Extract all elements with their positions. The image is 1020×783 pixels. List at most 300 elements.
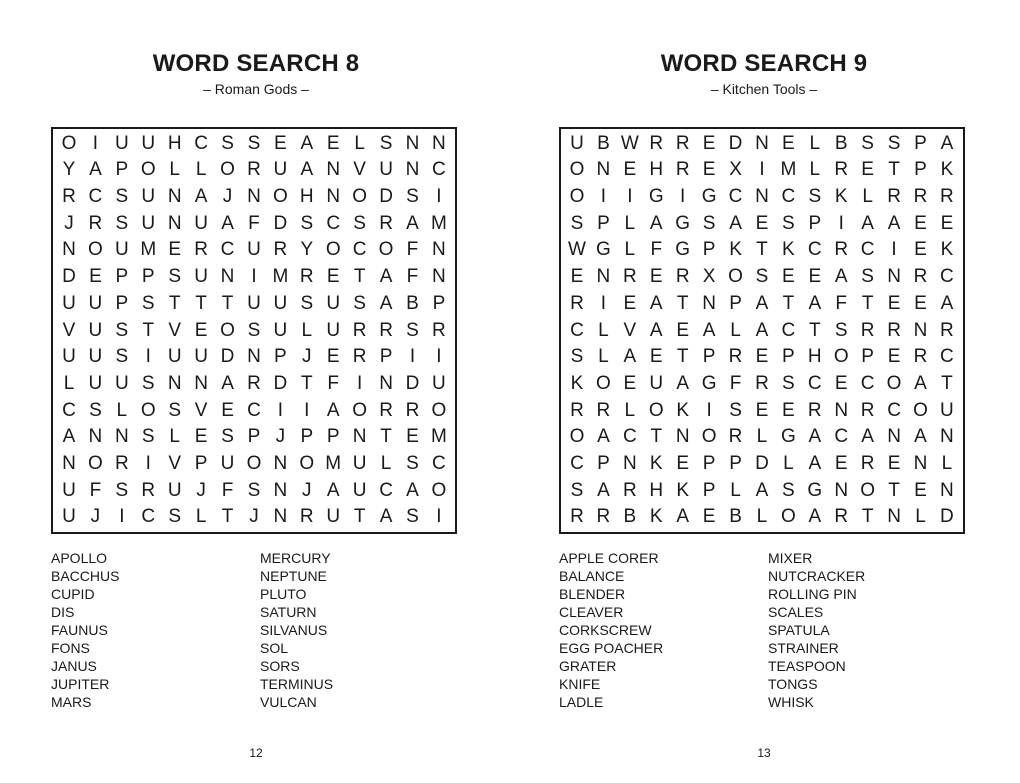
grid-letter[interactable]: S: [141, 292, 155, 314]
grid-letter[interactable]: R: [379, 319, 393, 341]
grid-letter[interactable]: T: [300, 372, 313, 394]
grid-letter[interactable]: U: [326, 292, 341, 314]
grid-letter[interactable]: N: [326, 186, 341, 208]
grid-letter[interactable]: S: [115, 212, 129, 234]
grid-letter[interactable]: P: [597, 452, 610, 474]
grid-letter[interactable]: V: [62, 319, 76, 341]
grid-letter[interactable]: S: [379, 132, 393, 154]
grid-letter[interactable]: I: [436, 506, 442, 528]
grid-letter[interactable]: R: [755, 372, 769, 394]
grid-letter[interactable]: U: [114, 372, 129, 394]
grid-letter[interactable]: L: [301, 319, 313, 341]
grid-letter[interactable]: A: [676, 372, 690, 394]
grid-letter[interactable]: C: [807, 372, 822, 394]
grid-letter[interactable]: V: [168, 319, 182, 341]
grid-letter[interactable]: U: [194, 266, 208, 288]
grid-letter[interactable]: A: [89, 159, 102, 181]
grid-letter[interactable]: B: [597, 132, 610, 154]
grid-letter[interactable]: N: [88, 426, 103, 448]
grid-letter[interactable]: C: [622, 426, 637, 448]
grid-letter[interactable]: E: [623, 292, 637, 314]
grid-letter[interactable]: I: [706, 399, 712, 421]
grid-letter[interactable]: L: [730, 319, 741, 341]
grid-letter[interactable]: A: [729, 212, 742, 234]
grid-letter[interactable]: N: [913, 319, 928, 341]
grid-letter[interactable]: I: [251, 266, 257, 288]
grid-letter[interactable]: U: [273, 292, 288, 314]
grid-letter[interactable]: U: [194, 212, 208, 234]
grid-letter[interactable]: E: [702, 159, 716, 181]
grid-letter[interactable]: L: [915, 506, 926, 528]
grid-letter[interactable]: C: [88, 186, 103, 208]
grid-letter[interactable]: S: [300, 292, 314, 314]
grid-letter[interactable]: R: [860, 319, 875, 341]
grid-letter[interactable]: S: [141, 372, 155, 394]
grid-letter[interactable]: A: [597, 426, 610, 448]
grid-letter[interactable]: E: [676, 319, 690, 341]
grid-letter[interactable]: C: [860, 239, 875, 261]
grid-letter[interactable]: L: [598, 346, 609, 368]
grid-letter[interactable]: I: [838, 212, 844, 234]
grid-letter[interactable]: D: [62, 266, 76, 288]
grid-letter[interactable]: R: [570, 399, 584, 421]
grid-letter[interactable]: U: [141, 212, 156, 234]
grid-letter[interactable]: S: [729, 399, 742, 421]
grid-letter[interactable]: Y: [62, 159, 76, 181]
grid-letter[interactable]: A: [940, 132, 954, 154]
grid-letter[interactable]: E: [755, 399, 769, 421]
grid-letter[interactable]: A: [702, 319, 716, 341]
grid-letter[interactable]: U: [141, 186, 156, 208]
grid-letter[interactable]: W: [620, 132, 639, 154]
grid-letter[interactable]: S: [247, 479, 261, 501]
grid-letter[interactable]: K: [940, 159, 954, 181]
grid-letter[interactable]: T: [941, 372, 953, 394]
grid-letter[interactable]: I: [759, 159, 765, 181]
grid-letter[interactable]: E: [221, 399, 234, 421]
grid-letter[interactable]: B: [834, 132, 848, 154]
grid-letter[interactable]: N: [432, 239, 446, 261]
grid-letter[interactable]: P: [326, 426, 340, 448]
grid-letter[interactable]: N: [352, 426, 367, 448]
grid-letter[interactable]: C: [570, 452, 584, 474]
grid-letter[interactable]: U: [62, 479, 76, 501]
grid-letter[interactable]: D: [728, 132, 743, 154]
grid-letter[interactable]: R: [940, 186, 954, 208]
grid-letter[interactable]: P: [914, 159, 927, 181]
grid-letter[interactable]: L: [756, 506, 768, 528]
grid-letter[interactable]: R: [114, 452, 129, 474]
grid-letter[interactable]: G: [675, 239, 691, 261]
grid-letter[interactable]: S: [782, 212, 795, 234]
grid-letter[interactable]: A: [834, 266, 848, 288]
grid-letter[interactable]: E: [702, 132, 716, 154]
grid-letter[interactable]: N: [622, 452, 637, 474]
grid-letter[interactable]: U: [273, 159, 288, 181]
grid-letter[interactable]: N: [834, 399, 849, 421]
grid-letter[interactable]: T: [168, 292, 181, 314]
grid-letter[interactable]: F: [327, 372, 340, 394]
grid-letter[interactable]: N: [596, 159, 611, 181]
grid-letter[interactable]: R: [834, 159, 849, 181]
grid-letter[interactable]: A: [808, 506, 822, 528]
grid-letter[interactable]: K: [649, 506, 663, 528]
grid-letter[interactable]: N: [326, 159, 341, 181]
grid-letter[interactable]: S: [861, 132, 874, 154]
grid-letter[interactable]: P: [300, 426, 314, 448]
grid-letter[interactable]: V: [194, 399, 208, 421]
grid-letter[interactable]: E: [649, 266, 663, 288]
grid-letter[interactable]: C: [432, 159, 446, 181]
grid-letter[interactable]: O: [886, 372, 902, 394]
grid-letter[interactable]: A: [887, 212, 901, 234]
grid-letter[interactable]: R: [834, 239, 849, 261]
grid-letter[interactable]: O: [648, 399, 664, 421]
grid-letter[interactable]: L: [624, 212, 636, 234]
grid-letter[interactable]: O: [88, 239, 103, 261]
grid-letter[interactable]: S: [887, 132, 901, 154]
grid-letter[interactable]: H: [649, 159, 664, 181]
grid-letter[interactable]: P: [247, 426, 261, 448]
grid-letter[interactable]: L: [195, 159, 207, 181]
grid-letter[interactable]: P: [782, 346, 795, 368]
grid-letter[interactable]: T: [676, 292, 689, 314]
grid-letter[interactable]: L: [380, 452, 392, 474]
grid-letter[interactable]: C: [728, 186, 743, 208]
grid-letter[interactable]: N: [432, 132, 446, 154]
grid-letter[interactable]: S: [221, 426, 234, 448]
grid-letter[interactable]: T: [888, 159, 900, 181]
grid-letter[interactable]: N: [596, 266, 611, 288]
grid-letter[interactable]: O: [88, 452, 103, 474]
grid-letter[interactable]: N: [834, 479, 849, 501]
grid-letter[interactable]: U: [247, 239, 261, 261]
grid-letter[interactable]: O: [569, 426, 585, 448]
grid-letter[interactable]: S: [353, 212, 366, 234]
grid-letter[interactable]: S: [115, 346, 129, 368]
grid-letter[interactable]: T: [353, 266, 366, 288]
grid-letter[interactable]: S: [406, 452, 419, 474]
grid-letter[interactable]: N: [220, 266, 235, 288]
grid-letter[interactable]: T: [195, 292, 207, 314]
grid-letter[interactable]: F: [89, 479, 102, 501]
grid-letter[interactable]: N: [247, 186, 261, 208]
grid-letter[interactable]: I: [145, 452, 151, 474]
grid-letter[interactable]: N: [887, 506, 901, 528]
grid-letter[interactable]: G: [596, 239, 611, 261]
grid-letter[interactable]: E: [326, 132, 340, 154]
grid-letter[interactable]: U: [88, 319, 103, 341]
grid-letter[interactable]: S: [247, 319, 261, 341]
grid-letter[interactable]: N: [755, 186, 769, 208]
grid-letter[interactable]: R: [940, 319, 954, 341]
grid-letter[interactable]: K: [729, 239, 742, 261]
grid-letter[interactable]: S: [115, 186, 129, 208]
grid-letter[interactable]: C: [352, 239, 367, 261]
grid-letter[interactable]: R: [622, 266, 637, 288]
grid-letter[interactable]: L: [598, 319, 609, 341]
grid-letter[interactable]: R: [570, 506, 584, 528]
grid-letter[interactable]: U: [326, 506, 341, 528]
grid-letter[interactable]: I: [92, 132, 99, 154]
grid-letter[interactable]: A: [406, 479, 419, 501]
grid-letter[interactable]: L: [195, 506, 207, 528]
grid-letter[interactable]: R: [887, 319, 901, 341]
grid-letter[interactable]: U: [62, 506, 76, 528]
grid-letter[interactable]: P: [729, 452, 742, 474]
grid-letter[interactable]: L: [354, 132, 365, 154]
grid-letter[interactable]: U: [88, 292, 103, 314]
grid-letter[interactable]: N: [273, 479, 288, 501]
grid-letter[interactable]: R: [379, 212, 393, 234]
grid-letter[interactable]: O: [325, 239, 341, 261]
grid-letter[interactable]: P: [702, 346, 716, 368]
grid-letter[interactable]: N: [194, 372, 208, 394]
grid-letter[interactable]: S: [115, 319, 129, 341]
grid-letter[interactable]: F: [650, 239, 663, 261]
grid-letter[interactable]: U: [379, 159, 393, 181]
grid-letter[interactable]: I: [145, 346, 151, 368]
grid-letter[interactable]: R: [247, 159, 261, 181]
grid-letter[interactable]: S: [861, 266, 874, 288]
grid-letter[interactable]: D: [755, 452, 769, 474]
grid-letter[interactable]: R: [807, 399, 822, 421]
grid-letter[interactable]: R: [405, 399, 420, 421]
grid-letter[interactable]: Y: [300, 239, 314, 261]
grid-letter[interactable]: R: [860, 452, 875, 474]
grid-letter[interactable]: N: [62, 239, 76, 261]
grid-letter[interactable]: W: [568, 239, 586, 261]
grid-letter[interactable]: A: [808, 426, 822, 448]
grid-letter[interactable]: A: [755, 292, 769, 314]
grid-letter[interactable]: U: [62, 346, 76, 368]
letter-grid[interactable]: [559, 127, 965, 534]
grid-letter[interactable]: S: [834, 319, 848, 341]
grid-letter[interactable]: J: [64, 212, 74, 234]
grid-letter[interactable]: I: [600, 186, 607, 208]
grid-letter[interactable]: E: [782, 399, 795, 421]
grid-letter[interactable]: U: [114, 132, 129, 154]
grid-letter[interactable]: P: [597, 212, 610, 234]
grid-letter[interactable]: A: [940, 292, 954, 314]
grid-letter[interactable]: R: [62, 186, 76, 208]
grid-letter[interactable]: A: [914, 426, 927, 448]
grid-letter[interactable]: E: [914, 292, 927, 314]
grid-letter[interactable]: U: [352, 479, 367, 501]
grid-letter[interactable]: M: [272, 266, 289, 288]
grid-letter[interactable]: A: [623, 346, 637, 368]
grid-letter[interactable]: E: [914, 239, 927, 261]
grid-letter[interactable]: P: [115, 292, 129, 314]
grid-letter[interactable]: I: [627, 186, 633, 208]
grid-letter[interactable]: R: [887, 186, 901, 208]
grid-letter[interactable]: N: [273, 452, 288, 474]
grid-letter[interactable]: G: [807, 479, 823, 501]
grid-letter[interactable]: L: [756, 426, 768, 448]
grid-letter[interactable]: E: [89, 266, 102, 288]
grid-letter[interactable]: L: [624, 239, 636, 261]
grid-letter[interactable]: P: [379, 346, 393, 368]
grid-letter[interactable]: T: [808, 319, 821, 341]
grid-letter[interactable]: M: [140, 239, 157, 261]
grid-letter[interactable]: O: [220, 319, 235, 341]
grid-letter[interactable]: S: [755, 266, 769, 288]
grid-letter[interactable]: S: [406, 319, 419, 341]
grid-letter[interactable]: F: [221, 479, 234, 501]
grid-letter[interactable]: F: [406, 266, 419, 288]
grid-letter[interactable]: P: [702, 239, 716, 261]
grid-letter[interactable]: C: [834, 426, 849, 448]
grid-letter[interactable]: R: [299, 506, 314, 528]
grid-letter[interactable]: V: [353, 159, 366, 181]
grid-letter[interactable]: N: [940, 426, 954, 448]
grid-letter[interactable]: A: [649, 292, 663, 314]
grid-letter[interactable]: I: [891, 239, 897, 261]
grid-letter[interactable]: E: [861, 159, 874, 181]
grid-letter[interactable]: O: [431, 479, 447, 501]
grid-letter[interactable]: E: [570, 266, 584, 288]
grid-letter[interactable]: N: [379, 372, 393, 394]
grid-letter[interactable]: R: [247, 372, 261, 394]
grid-letter[interactable]: K: [940, 239, 954, 261]
grid-letter[interactable]: T: [221, 292, 234, 314]
grid-letter[interactable]: O: [140, 399, 156, 421]
grid-letter[interactable]: O: [833, 346, 849, 368]
grid-letter[interactable]: C: [940, 266, 954, 288]
grid-letter[interactable]: R: [728, 346, 743, 368]
grid-letter[interactable]: R: [675, 266, 690, 288]
grid-letter[interactable]: E: [940, 212, 954, 234]
grid-letter[interactable]: M: [430, 212, 447, 234]
grid-letter[interactable]: C: [940, 346, 954, 368]
grid-letter[interactable]: N: [405, 132, 420, 154]
grid-letter[interactable]: O: [272, 186, 288, 208]
grid-letter[interactable]: T: [221, 506, 234, 528]
grid-letter[interactable]: I: [277, 399, 284, 421]
grid-letter[interactable]: P: [115, 159, 129, 181]
grid-letter[interactable]: R: [570, 292, 584, 314]
grid-letter[interactable]: A: [861, 426, 874, 448]
grid-letter[interactable]: P: [861, 346, 874, 368]
grid-letter[interactable]: S: [89, 399, 102, 421]
grid-letter[interactable]: R: [675, 159, 690, 181]
grid-letter[interactable]: U: [940, 399, 954, 421]
grid-letter[interactable]: T: [142, 319, 155, 341]
grid-letter[interactable]: E: [168, 239, 182, 261]
grid-letter[interactable]: U: [432, 372, 446, 394]
grid-letter[interactable]: E: [406, 426, 419, 448]
letter-grid[interactable]: [51, 127, 457, 534]
grid-letter[interactable]: U: [570, 132, 584, 154]
grid-letter[interactable]: A: [379, 266, 393, 288]
grid-letter[interactable]: M: [325, 452, 342, 474]
grid-letter[interactable]: K: [676, 479, 690, 501]
grid-letter[interactable]: F: [729, 372, 742, 394]
grid-letter[interactable]: O: [140, 159, 156, 181]
grid-letter[interactable]: M: [780, 159, 797, 181]
grid-letter[interactable]: C: [379, 479, 393, 501]
grid-letter[interactable]: O: [913, 399, 928, 421]
grid-letter[interactable]: H: [807, 346, 822, 368]
grid-letter[interactable]: R: [596, 506, 611, 528]
grid-letter[interactable]: X: [702, 266, 716, 288]
grid-letter[interactable]: P: [141, 266, 155, 288]
grid-letter[interactable]: P: [702, 479, 716, 501]
grid-letter[interactable]: L: [730, 479, 741, 501]
grid-letter[interactable]: S: [570, 212, 584, 234]
grid-letter[interactable]: D: [379, 186, 393, 208]
grid-letter[interactable]: N: [887, 266, 901, 288]
grid-letter[interactable]: S: [168, 506, 182, 528]
grid-letter[interactable]: K: [782, 239, 795, 261]
grid-letter[interactable]: L: [624, 399, 636, 421]
grid-letter[interactable]: T: [888, 479, 900, 501]
grid-letter[interactable]: C: [220, 239, 235, 261]
grid-letter[interactable]: U: [194, 346, 208, 368]
grid-letter[interactable]: O: [352, 399, 368, 421]
grid-letter[interactable]: J: [90, 506, 101, 528]
grid-letter[interactable]: U: [62, 292, 76, 314]
grid-letter[interactable]: O: [596, 372, 611, 394]
grid-letter[interactable]: U: [220, 452, 235, 474]
grid-letter[interactable]: U: [247, 292, 261, 314]
grid-letter[interactable]: E: [834, 372, 848, 394]
grid-letter[interactable]: S: [168, 399, 182, 421]
grid-letter[interactable]: A: [676, 506, 690, 528]
grid-letter[interactable]: A: [649, 212, 663, 234]
grid-letter[interactable]: S: [300, 212, 314, 234]
grid-letter[interactable]: S: [353, 292, 366, 314]
grid-letter[interactable]: N: [167, 186, 182, 208]
grid-letter[interactable]: P: [432, 292, 446, 314]
grid-letter[interactable]: E: [755, 346, 769, 368]
grid-letter[interactable]: A: [808, 292, 822, 314]
grid-letter[interactable]: C: [326, 212, 341, 234]
grid-letter[interactable]: E: [808, 266, 822, 288]
grid-letter[interactable]: T: [756, 239, 768, 261]
grid-letter[interactable]: X: [729, 159, 742, 181]
grid-letter[interactable]: C: [860, 372, 875, 394]
grid-letter[interactable]: S: [570, 346, 584, 368]
grid-letter[interactable]: E: [702, 506, 716, 528]
grid-letter[interactable]: N: [273, 506, 288, 528]
grid-letter[interactable]: R: [352, 346, 367, 368]
grid-letter[interactable]: R: [834, 506, 849, 528]
grid-letter[interactable]: N: [62, 452, 76, 474]
grid-letter[interactable]: N: [247, 346, 261, 368]
grid-letter[interactable]: G: [701, 372, 717, 394]
grid-letter[interactable]: T: [650, 426, 663, 448]
grid-letter[interactable]: S: [141, 426, 155, 448]
grid-letter[interactable]: C: [781, 319, 796, 341]
grid-letter[interactable]: O: [569, 159, 585, 181]
grid-letter[interactable]: E: [194, 319, 208, 341]
grid-letter[interactable]: D: [220, 346, 235, 368]
grid-letter[interactable]: T: [353, 506, 366, 528]
grid-letter[interactable]: E: [782, 132, 795, 154]
grid-letter[interactable]: N: [702, 292, 716, 314]
grid-letter[interactable]: A: [62, 426, 76, 448]
grid-letter[interactable]: E: [326, 266, 340, 288]
grid-letter[interactable]: E: [887, 346, 901, 368]
grid-letter[interactable]: S: [247, 132, 261, 154]
grid-letter[interactable]: N: [755, 132, 769, 154]
grid-letter[interactable]: E: [649, 346, 663, 368]
grid-letter[interactable]: E: [326, 346, 340, 368]
grid-letter[interactable]: J: [302, 346, 312, 368]
grid-letter[interactable]: L: [169, 159, 180, 181]
grid-letter[interactable]: A: [221, 212, 234, 234]
